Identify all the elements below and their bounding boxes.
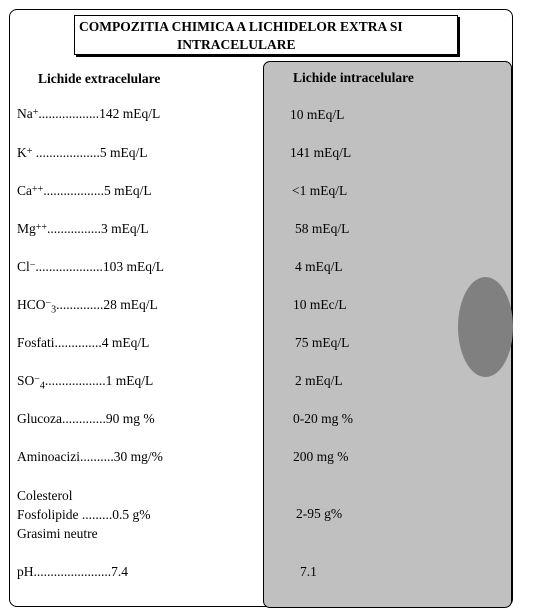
intracellular-header: Lichide intracelulare	[293, 70, 414, 85]
lipids-int: 2-95 g%	[296, 506, 343, 521]
row-so4-int: 2 mEq/L	[295, 373, 343, 388]
page-title	[74, 15, 458, 55]
row-k-ext: K+ ...................5 mEq/L	[17, 145, 148, 160]
gray-ellipse-shape	[458, 277, 513, 377]
title-line-2: INTRACELULARE	[177, 37, 296, 52]
row-na-int: 10 mEq/L	[290, 107, 345, 122]
row-cl-int: 4 mEq/L	[295, 259, 343, 274]
lipids-grasimi: Grasimi neutre	[17, 526, 98, 541]
row-mg-ext: Mg++................3 mEq/L	[17, 221, 149, 236]
title-line-1: COMPOZITIA CHIMICA A LICHIDELOR EXTRA SI	[79, 19, 403, 34]
row-so4-ext: $SO^-_4..................1$ mEq/L	[17, 373, 154, 392]
row-cl-ext: Cl−....................103 mEq/L	[17, 259, 165, 274]
row-fosfati-ext: Fosfati..............4 mEq/L	[17, 335, 150, 350]
row-aminoacizi-int: 200 mg %	[293, 449, 349, 464]
row-fosfati-int: 75 mEq/L	[295, 335, 350, 350]
row-glucoza-ext: Glucoza.............90 mg %	[17, 411, 155, 426]
row-hco3-ext: $HCO^-_3..............28$ mEq/L	[17, 297, 158, 316]
lipids-colesterol: Colesterol	[17, 488, 73, 503]
row-na-ext: Na+..................142 mEq/L	[17, 106, 161, 121]
row-mg-int: 58 mEq/L	[295, 221, 350, 236]
row-glucoza-int: 0-20 mg %	[293, 411, 353, 426]
lipids-fosfolipide: Fosfolipide .........0.5 g%	[17, 507, 151, 522]
row-aminoacizi-ext: Aminoacizi..........30 mg/%	[17, 449, 163, 464]
lipids-ext	[17, 486, 151, 543]
row-ph-int: 7.1	[300, 564, 317, 579]
row-k-int: 141 mEq/L	[290, 145, 352, 160]
row-ca-ext: Ca++..................5 mEq/L	[17, 183, 152, 198]
row-ph-ext: pH.......................7.4	[17, 564, 128, 579]
row-hco3-int: 10 mEc/L	[293, 297, 347, 312]
extracellular-header: Lichide extracelulare	[38, 71, 161, 86]
row-ca-int: <1 mEq/L	[292, 183, 348, 198]
